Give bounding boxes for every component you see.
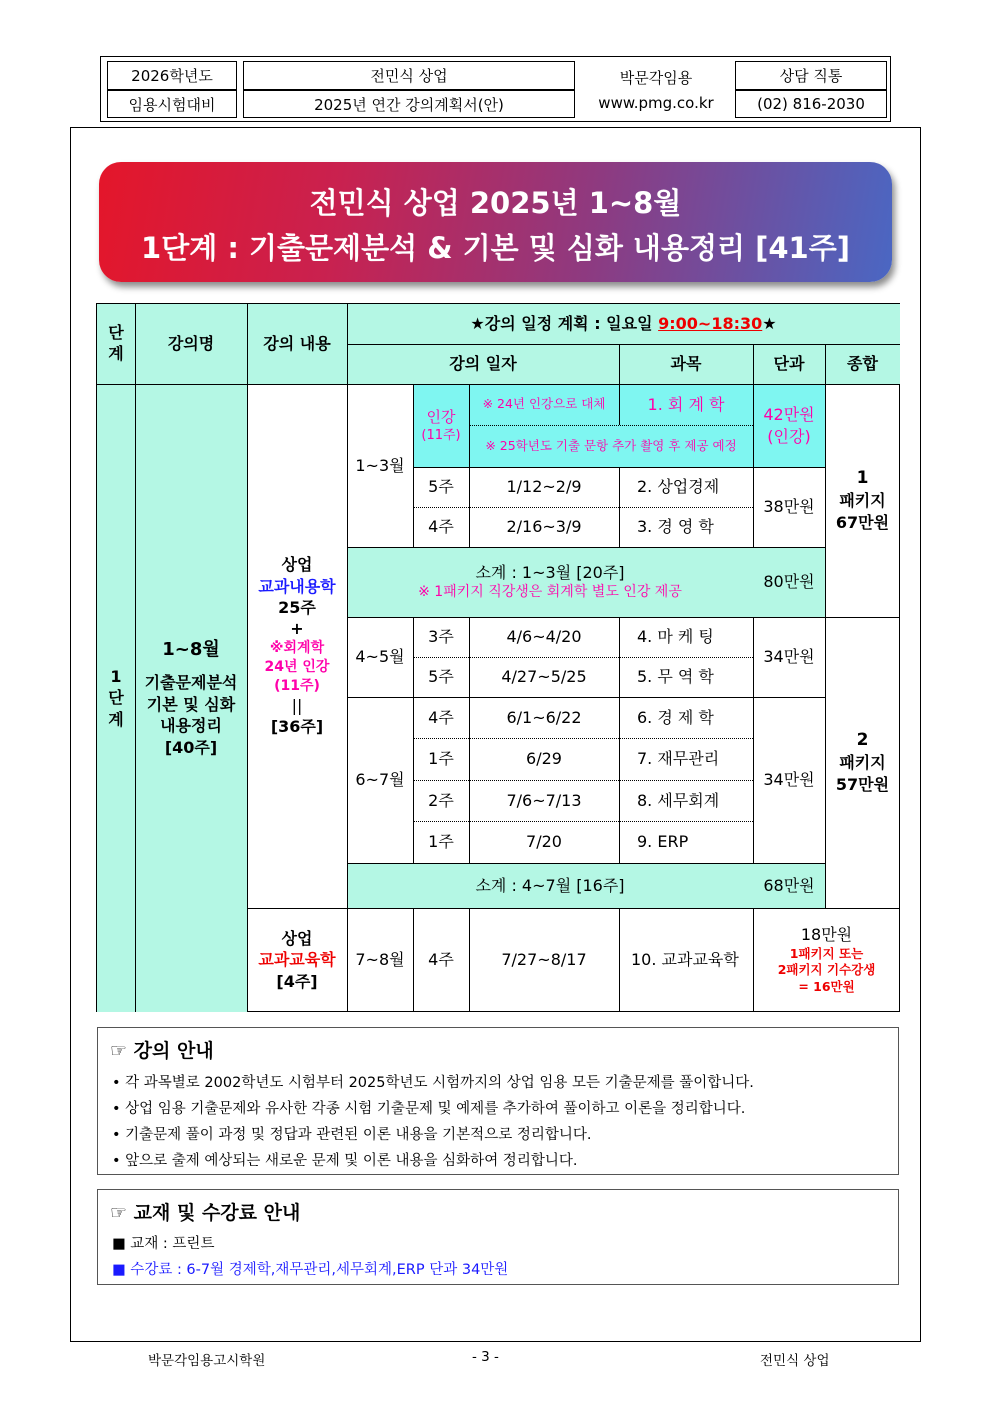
package2-label: 패키지 bbox=[839, 753, 886, 773]
row-subject: 10. 교과교육학 bbox=[631, 950, 739, 970]
plan-time: 9:00~18:30 bbox=[658, 314, 763, 334]
header-plan-title: 2025년 연간 강의계획서(안) bbox=[243, 90, 575, 118]
title-banner bbox=[99, 162, 892, 282]
price-cell-2: 34만원 bbox=[763, 647, 815, 667]
content-line8: || bbox=[291, 696, 303, 716]
row-dates: 6/29 bbox=[526, 749, 562, 769]
fee-item: ■ 수강료 : 6-7월 경제학,재무관리,세무회계,ERP 단과 34만원 bbox=[112, 1262, 509, 1278]
price-cell-1: 38만원 bbox=[763, 497, 815, 517]
price-cell-3: 34만원 bbox=[763, 770, 815, 790]
lecture-guide-box bbox=[97, 1027, 899, 1175]
package2-number: 2 bbox=[856, 730, 869, 751]
schedule-table bbox=[96, 303, 900, 1012]
package2-price: 57만원 bbox=[835, 774, 890, 794]
edu-price-cell bbox=[753, 908, 900, 1012]
row-subject: 3. 경 영 학 bbox=[637, 517, 714, 537]
fee-title: ☞ 교재 및 수강료 안내 bbox=[110, 1202, 301, 1224]
subtotal1-cell bbox=[347, 547, 753, 617]
online-label-1: 인강 bbox=[426, 407, 456, 426]
row-weeks: 4주 bbox=[428, 707, 454, 727]
online-label-cell bbox=[413, 384, 469, 467]
online-price-type: (인강) bbox=[767, 426, 811, 446]
subtotal2-label: 소계 : 4~7월 [16주] bbox=[475, 875, 625, 895]
col-total-header: 종합 bbox=[847, 354, 878, 374]
header-exam: 임용시험대비 bbox=[107, 90, 237, 118]
row-weeks: 5주 bbox=[428, 477, 454, 497]
content-main-cell bbox=[247, 384, 347, 908]
online-label-2: (11주) bbox=[421, 427, 461, 443]
package1-label: 패키지 bbox=[839, 491, 886, 511]
row-weeks: 2주 bbox=[428, 790, 454, 810]
header-year: 2026학년도 bbox=[107, 61, 237, 90]
content-line4: + bbox=[290, 619, 304, 639]
col-lecture-name-header: 강의명 bbox=[167, 334, 215, 354]
plan-suffix: ★ bbox=[762, 314, 777, 334]
row-dates: 4/27~5/25 bbox=[501, 667, 587, 687]
guide-item: • 앞으로 출제 예상되는 새로운 문제 및 이론 내용을 심화하여 정리합니다. bbox=[112, 1153, 578, 1169]
col-single-header: 단과 bbox=[773, 354, 805, 374]
col-content-header: 강의 내용 bbox=[263, 334, 331, 354]
row-dates: 4/6~4/20 bbox=[506, 627, 582, 647]
col-stage-header: 단 계 bbox=[108, 323, 124, 363]
lecture-name-line4: [40주] bbox=[164, 737, 218, 757]
row-dates: 7/6~7/13 bbox=[506, 790, 582, 810]
plan-prefix: ★강의 일정 계획 : 일요일 bbox=[470, 314, 659, 334]
content-edu-line3: [4주] bbox=[276, 971, 318, 991]
content-line3: 25주 bbox=[278, 597, 316, 617]
guide-item: • 각 과목별로 2002학년도 시험부터 2025학년도 시험까지의 상업 임용 모든 기출문제를 풀이합니다. bbox=[112, 1075, 754, 1091]
lecture-name-line2: 기본 및 심화 bbox=[146, 694, 236, 714]
banner-subtitle: 1단계 : 기출문제분석 & 기본 및 심화 내용정리 [41주] bbox=[141, 231, 850, 265]
row-weeks: 5주 bbox=[428, 667, 454, 687]
header-website[interactable]: www.pmg.co.kr bbox=[598, 94, 714, 112]
month-cell-3: 6~7월 bbox=[355, 770, 405, 790]
edu-price: 18만원 bbox=[800, 925, 853, 945]
content-line2: 교과내용학 bbox=[258, 576, 336, 596]
stage-cell: 1 단 계 bbox=[108, 666, 124, 729]
row-weeks: 1주 bbox=[428, 749, 454, 769]
row-subject: 9. ERP bbox=[637, 832, 689, 852]
online-price: 42만원 bbox=[763, 404, 815, 424]
subtotal1-label: 소계 : 1~3월 [20주] bbox=[475, 562, 625, 582]
textbook-fee-box bbox=[97, 1189, 899, 1285]
header-org: 박문각임용 bbox=[619, 68, 693, 87]
row-dates: 6/1~6/22 bbox=[506, 707, 582, 727]
subtotal1-note: ※ 1패키지 직강생은 회계학 별도 인강 제공 bbox=[418, 584, 682, 601]
month-cell-2: 4~5월 bbox=[355, 647, 405, 667]
banner-title: 전민식 상업 2025년 1~8월 bbox=[309, 186, 682, 220]
footer-instructor: 전민식 상업 bbox=[760, 1353, 830, 1369]
schedule-plan-header bbox=[347, 304, 900, 344]
guide-item: • 상업 임용 기출문제와 유사한 각종 시험 기출문제 및 예제를 추가하여 풀이하고 이론을 정리합니다. bbox=[112, 1101, 746, 1117]
row-subject: 6. 경 제 학 bbox=[637, 707, 714, 727]
row-weeks: 3주 bbox=[428, 627, 454, 647]
edu-price-note1: 1패키지 또는 bbox=[789, 946, 864, 962]
package1-number: 1 bbox=[856, 468, 869, 489]
lecture-name-cell bbox=[135, 384, 247, 1012]
header-phone: (02) 816-2030 bbox=[735, 90, 887, 118]
content-edu-cell bbox=[247, 908, 347, 1012]
content-line9: [36주] bbox=[270, 717, 324, 737]
lecture-name-line3: 내용정리 bbox=[160, 716, 222, 736]
lecture-name-line1: 기출문제분석 bbox=[144, 672, 238, 692]
header-course: 전민식 상업 bbox=[243, 61, 575, 90]
col-dates-header: 강의 일자 bbox=[449, 354, 517, 374]
online-note-2: ※ 25학년도 기출 문항 추가 촬영 후 제공 예정 bbox=[485, 437, 737, 453]
textbook-item: ■ 교재 : 프린트 bbox=[112, 1236, 215, 1252]
subtotal2-price: 68만원 bbox=[763, 875, 815, 895]
row-dates: 1/12~2/9 bbox=[506, 477, 582, 497]
content-line1: 상업 bbox=[281, 555, 313, 575]
month-cell-4: 7~8월 bbox=[355, 950, 405, 970]
row-subject: 8. 세무회계 bbox=[637, 790, 720, 810]
row-subject: 2. 상업경제 bbox=[637, 477, 720, 497]
row-subject: 5. 무 역 학 bbox=[637, 667, 714, 687]
package1-price: 67만원 bbox=[835, 512, 890, 532]
guide-title: ☞ 강의 안내 bbox=[110, 1040, 214, 1062]
online-price-cell bbox=[753, 384, 825, 467]
row-subject: 4. 마 케 팅 bbox=[637, 627, 714, 647]
document-header bbox=[100, 56, 891, 122]
online-note-1: ※ 24년 인강으로 대체 bbox=[482, 396, 606, 412]
online-subject: 1. 회 계 학 bbox=[647, 394, 725, 414]
guide-item: • 기출문제 풀이 과정 및 정답과 관련된 이론 내용을 기본적으로 정리합니다. bbox=[112, 1127, 592, 1143]
content-edu-line1: 상업 bbox=[281, 928, 313, 948]
edu-price-note3: = 16만원 bbox=[798, 978, 855, 994]
content-line6: 24년 인강 bbox=[264, 658, 330, 675]
row-subject: 7. 재무관리 bbox=[637, 749, 720, 769]
lecture-period: 1~8월 bbox=[162, 638, 220, 660]
row-weeks: 1주 bbox=[428, 832, 454, 852]
row-dates: 7/27~8/17 bbox=[501, 950, 587, 970]
content-line5: ※회계학 bbox=[269, 640, 325, 657]
row-weeks: 4주 bbox=[428, 950, 454, 970]
package1-cell bbox=[825, 384, 900, 617]
footer-academy: 박문각임용고시학원 bbox=[148, 1353, 266, 1369]
month-cell-1: 1~3월 bbox=[355, 455, 405, 475]
row-weeks: 4주 bbox=[428, 517, 454, 537]
col-subject-header: 과목 bbox=[670, 354, 702, 374]
header-contact-label: 상담 직통 bbox=[735, 61, 887, 90]
subtotal1-price: 80만원 bbox=[763, 572, 815, 592]
edu-price-note2: 2패키지 기수강생 bbox=[777, 962, 876, 978]
row-dates: 7/20 bbox=[526, 832, 562, 852]
package2-cell bbox=[825, 617, 900, 908]
content-edu-line2: 교과교육학 bbox=[258, 950, 336, 970]
row-dates: 2/16~3/9 bbox=[506, 517, 582, 537]
content-line7: (11주) bbox=[274, 677, 320, 694]
page-number: - 3 - bbox=[472, 1349, 499, 1365]
